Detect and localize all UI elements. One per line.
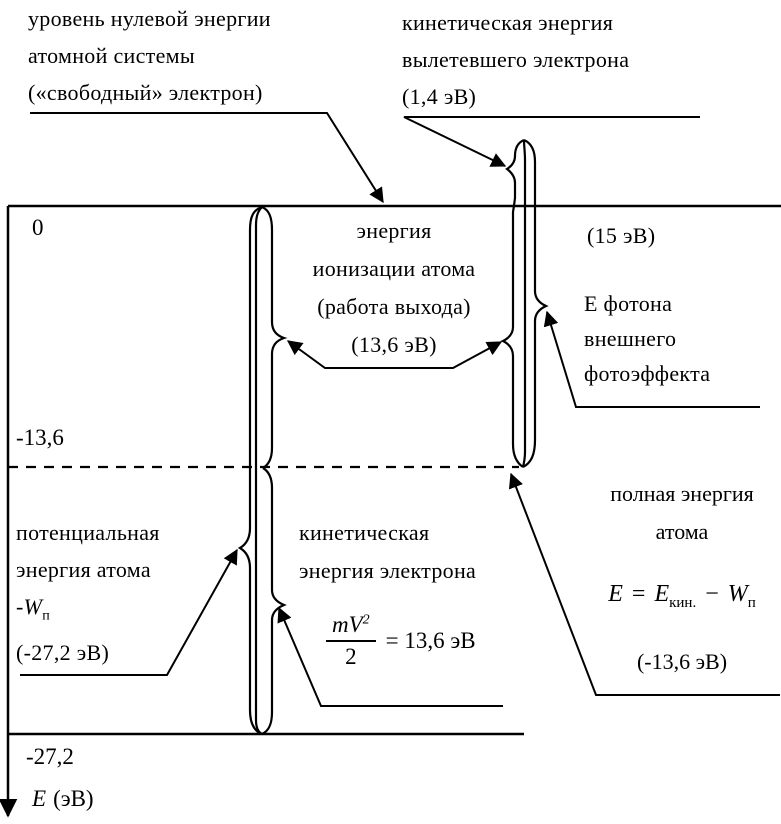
ejected-electron-leader-arrow (404, 117, 700, 166)
axis-label-symbol: E (32, 786, 47, 811)
total-energy-line2: атома (655, 519, 709, 544)
tick-minus-13-6: -13,6 (16, 425, 64, 450)
ionization-note-line1: энергия (356, 218, 432, 243)
ionization-note-value: (13,6 эВ) (351, 332, 437, 357)
formula-exponent: 2 (362, 612, 370, 628)
photon-energy-brace (523, 140, 546, 467)
potential-symbol (16, 588, 160, 634)
eq-lhs: E (608, 581, 623, 607)
potential-energy-brace (240, 207, 262, 734)
ejected-note-line2: вылетевшего электрона (402, 47, 630, 72)
potential-note-value: (-27,2 эВ) (16, 640, 110, 666)
photon-note-line1: Е фотона (584, 291, 673, 316)
kinetic-energy-formula (326, 612, 476, 670)
potential-energy-note (16, 514, 160, 671)
kinetic-energy-note (299, 514, 476, 590)
total-energy-line1: полная энергия (610, 481, 754, 506)
eq-minus: − (705, 581, 719, 607)
formula-result: = 13,6 эВ (385, 628, 476, 653)
zero-level-note-line2: атомной системы (28, 43, 195, 68)
tick-minus-27-2: -27,2 (26, 744, 74, 769)
zero-level-leader-arrow (30, 113, 383, 202)
potential-note-line2: энергия атома (16, 557, 151, 582)
ionization-note-line3: (работа выхода) (317, 294, 471, 319)
zero-level-note (28, 0, 271, 111)
ionization-note (282, 212, 506, 364)
potential-symbol-minus: - (16, 594, 24, 619)
formula-denominator: 2 (326, 640, 376, 670)
electron-kinetic-brace (262, 468, 284, 734)
formula-numerator: $mV^2$ (332, 612, 370, 637)
eq-term2-sub: п (747, 594, 756, 611)
formula-fraction (326, 612, 376, 670)
eq-term2: W (727, 581, 748, 607)
total-energy-value: (-13,6 эВ) (636, 649, 728, 674)
left-brace-inner-edge (256, 207, 262, 734)
photon-value: (15 эВ) (587, 223, 656, 248)
photon-note-line3: фотоэффекта (584, 361, 711, 386)
photon-note-line2: внешнего (584, 326, 677, 351)
ejected-kinetic-and-ionization-brace (503, 140, 524, 467)
ionization-brace-left (262, 207, 284, 468)
zero-level-note-line3: («свободный» электрон) (28, 80, 263, 105)
tick-0: 0 (32, 215, 44, 240)
axis-label-unit: (эВ) (53, 786, 94, 811)
potential-note-line1: потенциальная (16, 520, 160, 545)
potential-symbol-var: W (23, 594, 43, 619)
kinetic-note-line2: энергия электрона (299, 558, 477, 583)
ejected-note-line1: кинетическая энергия (402, 10, 614, 35)
zero-level-note-line1: уровень нулевой энергии (28, 6, 271, 31)
total-energy-equation (583, 581, 781, 612)
energy-axis-label (32, 786, 94, 812)
ionization-note-line2: ионизации атома (312, 256, 476, 281)
photon-note (584, 286, 710, 391)
ejected-note-value: (1,4 эВ) (402, 84, 477, 109)
kinetic-note-line1: кинетическая (299, 520, 430, 545)
right-brace-inner-edge (523, 140, 525, 467)
eq-term1-sub: кин. (669, 594, 697, 611)
potential-symbol-sub: п (42, 608, 51, 624)
eq-term1: E (654, 581, 670, 607)
ejected-electron-note (402, 4, 629, 115)
eq-equals: = (631, 581, 646, 607)
